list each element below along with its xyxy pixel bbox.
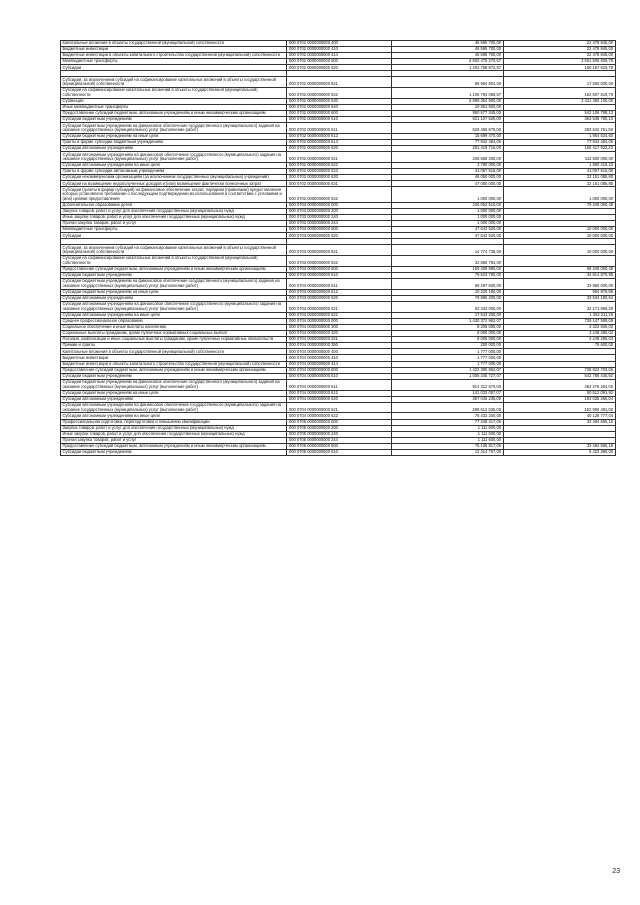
row-code-cell: 000 0703 0000000000 240 xyxy=(287,215,392,221)
row-code-cell: 000 0703 0000000000 620 xyxy=(287,296,392,302)
row-code-cell: 000 0704 0000000000 320 xyxy=(287,331,392,337)
row-name-cell: Иные межбюджетные трансферты xyxy=(61,105,287,111)
row-code-cell: 000 0705 0000000000 610 xyxy=(287,449,392,455)
row-name-cell: Субсидии автономным учреждениям на финансовое обеспечение государственного (муниципального) задания на оказание государственных (муниципальных) услуг (выполнение работ) xyxy=(61,402,287,413)
row-code-cell: 000 0704 0000000000 600 xyxy=(287,367,392,373)
row-name-cell: Субсидии на софинансирование капитальных вложений в объекты государственной (муниципальной) собственности xyxy=(61,256,287,267)
row-planned-cell: 950 577 345,00 xyxy=(392,111,504,117)
row-code-cell: 000 0704 0000000000 611 xyxy=(287,379,392,390)
row-code-cell: 000 0704 0000000000 400 xyxy=(287,349,392,355)
row-executed-cell: 68 349 060,49 xyxy=(504,267,616,273)
row-planned-cell: 1 430 372 962,07 xyxy=(392,318,504,324)
row-name-cell: Прочая закупка товаров, работ и услуг xyxy=(61,221,287,227)
table-row xyxy=(61,152,616,163)
row-planned-cell: 1 111 600,00 xyxy=(392,425,504,431)
row-executed-cell: 964 879,95 xyxy=(504,289,616,295)
row-code-cell: 000 0702 0000000000 414 xyxy=(287,53,392,59)
row-planned-cell: 367 045 235,00 xyxy=(392,396,504,402)
row-name-cell: Предоставление субсидий бюджетным, автономным учреждениям и иным некоммерческим организациям xyxy=(61,443,287,449)
row-planned-cell: 236 568 200,00 xyxy=(392,152,504,163)
row-planned-cell: 12 414 767,00 xyxy=(392,449,504,455)
row-code-cell: 000 0703 0000000000 521 xyxy=(287,245,392,256)
row-code-cell: 000 0704 0000000000 622 xyxy=(287,413,392,419)
row-planned-cell: 77 942 484,00 xyxy=(392,140,504,146)
row-name-cell: Субсидии некоммерческим организациям (за исключением государственных (муниципальных) учреждений) xyxy=(61,175,287,181)
row-executed-cell: 542 106 798,13 xyxy=(504,111,616,117)
row-name-cell: Субсидии бюджетным учреждениям xyxy=(61,449,287,455)
row-code-cell: 000 0704 0000000000 414 xyxy=(287,361,392,367)
row-planned-cell: 236 052 510,00 xyxy=(392,202,504,208)
row-planned-cell: 69 297 600,00 xyxy=(392,279,504,290)
row-name-cell: Субсидии, за исключением субсидий на софинансирование капитальных вложений в объекты государственной (муниципальной) собственности xyxy=(61,245,287,256)
row-name-cell: Закупка товаров, работ и услуг для обеспечения государственных (муниципальных) нужд xyxy=(61,209,287,215)
row-code-cell: 000 0702 0000000000 613 xyxy=(287,140,392,146)
row-code-cell: 000 0702 0000000000 610 xyxy=(287,117,392,123)
row-planned-cell: 47 050 000,00 xyxy=(392,181,504,187)
row-planned-cell: 1 202 758 872,57 xyxy=(392,65,504,71)
row-name-cell: Субсидии бюджетным учреждениям на финансовое обеспечение государственного (муниципального) задания на оказание государственных (муниципальных) услуг (выполнение работ) xyxy=(61,379,287,390)
row-executed-cell xyxy=(504,256,616,267)
row-name-cell: Предоставление субсидий бюджетным, автономным учреждениям и иным некоммерческим организациям xyxy=(61,111,287,117)
row-planned-cell: 10 361 500,00 xyxy=(392,105,504,111)
row-executed-cell: 41 057 516,00 xyxy=(504,169,616,175)
row-name-cell: Профессиональная подготовка, переподготовка и повышение квалификации xyxy=(61,419,287,425)
row-planned-cell: 62 342 000,00 xyxy=(392,302,504,313)
row-code-cell: 000 0702 0000000000 410 xyxy=(287,47,392,53)
table-row xyxy=(61,402,616,413)
row-executed-cell: 739 147 589,09 xyxy=(504,318,616,324)
row-code-cell: 000 0704 0000000000 000 xyxy=(287,318,392,324)
row-planned-cell: 79 523 790,00 xyxy=(392,273,504,279)
row-planned-cell: 141 033 057,07 xyxy=(392,390,504,396)
table-row xyxy=(61,123,616,134)
row-code-cell: 000 0703 0000000000 522 xyxy=(287,256,392,267)
row-name-cell: Предоставление субсидий бюджетным, автономным учреждениям и иным некоммерческим организациям xyxy=(61,267,287,273)
row-planned-cell: 15 699 470,00 xyxy=(392,134,504,140)
row-name-cell: Социальные выплаты гражданам, кроме публичных нормативных социальных выплат xyxy=(61,331,287,337)
row-name-cell: Субсидии бюджетным учреждениям xyxy=(61,117,287,123)
row-executed-cell: 3 248 286,03 xyxy=(504,331,616,337)
row-executed-cell: 3 323 605,03 xyxy=(504,325,616,331)
row-executed-cell: 50 512 091,92 xyxy=(504,390,616,396)
row-name-cell: Субсидии автономным учреждениям на финансовое обеспечение государственного (муниципального) задания на оказание государственных (муниципальных) услуг (выполнение работ) xyxy=(61,302,287,313)
row-name-cell: Субсидии бюджетным учреждениям на иные цели xyxy=(61,134,287,140)
row-code-cell: 000 0703 0000000000 000 xyxy=(287,202,392,208)
row-code-cell: 000 0703 0000000000 612 xyxy=(287,289,392,295)
row-planned-cell: 1 777 000,00 xyxy=(392,355,504,361)
row-code-cell: 000 0704 0000000000 612 xyxy=(287,390,392,396)
row-executed-cell: 542 788 445,92 xyxy=(504,373,616,379)
row-executed-cell: 75 600,00 xyxy=(504,343,616,349)
row-planned-cell: 46 595 700,00 xyxy=(392,41,504,47)
row-planned-cell: 41 057 516,00 xyxy=(392,169,504,175)
row-code-cell: 000 0702 0000000000 622 xyxy=(287,163,392,169)
row-planned-cell: 1 422 390 962,07 xyxy=(392,367,504,373)
row-code-cell: 000 0702 0000000000 632 xyxy=(287,187,392,202)
row-code-cell: 000 0705 0000000000 200 xyxy=(287,425,392,431)
row-code-cell: 000 0703 0000000000 622 xyxy=(287,312,392,318)
row-code-cell: 000 0702 0000000000 522 xyxy=(287,88,392,99)
row-name-cell: Предоставление субсидий бюджетным, автономным учреждениям и иным некоммерческим организациям xyxy=(61,367,287,373)
row-planned-cell: 1 000 000,00 xyxy=(392,215,504,221)
row-name-cell: Бюджетные инвестиции в объекты капитального строительства государственной (муниципальной) собственности xyxy=(61,361,287,367)
row-name-cell: Субсидии автономным учреждениям на иные цели xyxy=(61,163,287,169)
row-executed-cell: 40 128 777,04 xyxy=(504,413,616,419)
row-code-cell: 000 0704 0000000000 321 xyxy=(287,337,392,343)
row-name-cell: Субсидии автономным учреждениям xyxy=(61,396,287,402)
row-executed-cell: 77 942 484,00 xyxy=(504,140,616,146)
row-code-cell: 000 0703 0000000000 611 xyxy=(287,279,392,290)
row-planned-cell: 281 419 716,00 xyxy=(392,146,504,152)
budget-table-sheet xyxy=(60,40,615,872)
row-planned-cell: 46 050 000,00 xyxy=(392,175,504,181)
row-code-cell: 000 0702 0000000000 521 xyxy=(287,77,392,88)
row-executed-cell: 1 860 416,23 xyxy=(504,163,616,169)
row-executed-cell: 17 550 000,00 xyxy=(504,77,616,88)
row-name-cell: Межбюджетные трансферты xyxy=(61,227,287,233)
row-executed-cell: 735 823 703,06 xyxy=(504,367,616,373)
row-planned-cell: 47 643 520,00 xyxy=(392,227,504,233)
row-name-cell: Пособия, компенсации и иные социальные выплаты гражданам, кроме публичных нормативных обязательств xyxy=(61,337,287,343)
row-executed-cell: 10 000 000,00 xyxy=(504,227,616,233)
row-planned-cell: 1 000 000,00 xyxy=(392,221,504,227)
row-name-cell: Субсидии бюджетным учреждениям на иные цели xyxy=(61,390,287,396)
row-code-cell: 000 0702 0000000000 540 xyxy=(287,105,392,111)
row-code-cell: 000 0702 0000000000 620 xyxy=(287,146,392,152)
row-code-cell: 000 0702 0000000000 400 xyxy=(287,41,392,47)
table-row xyxy=(61,88,616,99)
row-planned-cell: 1 000 000,00 xyxy=(392,209,504,215)
row-code-cell: 000 0702 0000000000 612 xyxy=(287,134,392,140)
row-code-cell: 000 0702 0000000000 520 xyxy=(287,65,392,71)
row-name-cell: Субсидии xyxy=(61,233,287,239)
row-name-cell: Субсидии xyxy=(61,65,287,71)
row-name-cell: Среднее профессиональное образование xyxy=(61,318,287,324)
row-name-cell: Капитальные вложения в объекты государственной (муниципальной) собственности xyxy=(61,41,287,47)
row-name-cell: Субсидии, за исключением субсидий на софинансирование капитальных вложений в объекты государственной (муниципальной) собственности xyxy=(61,77,287,88)
row-planned-cell: 46 595 700,00 xyxy=(392,47,504,53)
row-name-cell: Субсидии на софинансирование капитальных вложений в объекты государственной (муниципальной) собственности xyxy=(61,88,287,99)
row-code-cell: 000 0705 0000000000 600 xyxy=(287,443,392,449)
row-executed-cell: 33 534 180,54 xyxy=(504,296,616,302)
row-name-cell: Иные закупки товаров, работ и услуг для обеспечения государственных (муниципальных) нужд xyxy=(61,431,287,437)
row-planned-cell: 79 886 200,00 xyxy=(392,296,504,302)
row-planned-cell: 914 312 670,00 xyxy=(392,379,504,390)
row-code-cell: 000 0703 0000000000 610 xyxy=(287,273,392,279)
row-name-cell: Субсидии на возмещение недополученных доходов и (или) возмещение фактически понесенных затрат xyxy=(61,181,287,187)
row-executed-cell: 5 423 380,00 xyxy=(504,449,616,455)
row-planned-cell: 1 106 794 068,57 xyxy=(392,88,504,99)
row-planned-cell: 6 602 475 270,57 xyxy=(392,59,504,65)
row-planned-cell: 8 005 000,00 xyxy=(392,337,504,343)
row-executed-cell: 22 478 845,00 xyxy=(504,47,616,53)
row-planned-cell: 32 868 784,00 xyxy=(392,256,504,267)
row-planned-cell: 200 000,00 xyxy=(392,343,504,349)
row-executed-cell: 23 151 085,80 xyxy=(504,175,616,181)
row-name-cell: Субсидии автономным учреждениям на иные цели xyxy=(61,413,287,419)
row-planned-cell: 1 777 000,00 xyxy=(392,349,504,355)
row-planned-cell: 14 774 736,00 xyxy=(392,245,504,256)
row-code-cell: 000 0702 0000000000 530 xyxy=(287,99,392,105)
row-code-cell: 000 0703 0000000000 244 xyxy=(287,221,392,227)
row-executed-cell: 33 494 656,15 xyxy=(504,419,616,425)
row-planned-cell: 288 612 035,00 xyxy=(392,402,504,413)
row-executed-cell: 1 954 534,60 xyxy=(504,134,616,140)
row-code-cell: 000 0704 0000000000 621 xyxy=(287,402,392,413)
row-code-cell: 000 0702 0000000000 500 xyxy=(287,59,392,65)
row-executed-cell: 363 538 780,10 xyxy=(504,117,616,123)
row-executed-cell: 33 850 000,00 xyxy=(504,279,616,290)
row-planned-cell: 47 643 520,00 xyxy=(392,233,504,239)
row-executed-cell: 155 417 932,23 xyxy=(504,146,616,152)
row-code-cell: 000 0704 0000000000 300 xyxy=(287,325,392,331)
row-planned-cell: 1 777 000,00 xyxy=(392,361,504,367)
row-code-cell: 000 0702 0000000000 600 xyxy=(287,111,392,117)
row-name-cell: Субсидии автономным учреждениям на иные цели xyxy=(61,312,287,318)
table-body xyxy=(61,41,616,456)
row-code-cell: 000 0705 0000000000 240 xyxy=(287,431,392,437)
row-executed-cell: 3 421 350 100,00 xyxy=(504,99,616,105)
row-code-cell: 000 0703 0000000000 600 xyxy=(287,267,392,273)
row-executed-cell: 3 601 506 609,79 xyxy=(504,59,616,65)
row-executed-cell: 10 000 000,00 xyxy=(504,233,616,239)
row-code-cell: 000 0703 0000000000 500 xyxy=(287,227,392,233)
row-executed-cell: 162 607 619,79 xyxy=(504,88,616,99)
row-name-cell: Бюджетные инвестиции xyxy=(61,47,287,53)
row-executed-cell: 180 157 619,79 xyxy=(504,65,616,71)
table-row xyxy=(61,379,616,390)
row-executed-cell: 22 151 085,80 xyxy=(504,181,616,187)
budget-expenditure-table xyxy=(60,40,616,456)
row-planned-cell: 528 465 675,00 xyxy=(392,123,504,134)
row-planned-cell: 159 409 990,00 xyxy=(392,267,504,273)
row-planned-cell: 77 248 417,00 xyxy=(392,419,504,425)
row-code-cell: 000 0702 0000000000 621 xyxy=(287,152,392,163)
row-name-cell: Субсидии бюджетным учреждениям xyxy=(61,373,287,379)
table-row xyxy=(61,245,616,256)
row-name-cell: Субсидии автономным учреждениям xyxy=(61,146,287,152)
row-name-cell: Премии и гранты xyxy=(61,343,287,349)
row-code-cell: 000 0704 0000000000 610 xyxy=(287,373,392,379)
row-executed-cell: 1 000 000,00 xyxy=(504,187,616,202)
row-planned-cell: 621 107 629,00 xyxy=(392,117,504,123)
row-executed-cell: 79 349 060,49 xyxy=(504,202,616,208)
row-name-cell: Закупка товаров, работ и услуг для обеспечения государственных (муниципальных) нужд xyxy=(61,425,287,431)
row-name-cell: Социальное обеспечение и иные выплаты населению xyxy=(61,325,287,331)
row-code-cell: 000 0704 0000000000 620 xyxy=(287,396,392,402)
row-planned-cell: 10 226 190,00 xyxy=(392,289,504,295)
row-executed-cell: 22 478 845,00 xyxy=(504,53,616,59)
row-name-cell: Иные закупки товаров, работ и услуг для обеспечения государственных (муниципальных) нужд xyxy=(61,215,287,221)
row-name-cell: Субвенции xyxy=(61,99,287,105)
row-planned-cell: 17 543 200,00 xyxy=(392,312,504,318)
row-name-cell: Субсидии бюджетным учреждениям xyxy=(61,273,287,279)
row-code-cell: 000 0705 0000000000 000 xyxy=(287,419,392,425)
row-code-cell: 000 0702 0000000000 611 xyxy=(287,123,392,134)
row-code-cell: 000 0703 0000000000 200 xyxy=(287,209,392,215)
table-row xyxy=(61,279,616,290)
row-name-cell: Субсидии бюджетным учреждениям на иные цели xyxy=(61,289,287,295)
row-planned-cell: 1 111 600,00 xyxy=(392,431,504,437)
row-code-cell: 000 0702 0000000000 631 xyxy=(287,181,392,187)
row-name-cell: Гранты в форме субсидии автономным учреждениям xyxy=(61,169,287,175)
row-executed-cell: 33 494 656,15 xyxy=(504,443,616,449)
row-code-cell: 000 0704 0000000000 350 xyxy=(287,343,392,349)
row-planned-cell: 46 595 700,00 xyxy=(392,53,504,59)
row-code-cell: 000 0703 0000000000 621 xyxy=(287,302,392,313)
row-planned-cell: 95 964 804,00 xyxy=(392,77,504,88)
row-name-cell: Прочая закупка товаров, работ и услуг xyxy=(61,437,287,443)
table-row xyxy=(61,449,616,455)
row-executed-cell: 3 248 286,03 xyxy=(504,337,616,343)
row-planned-cell: 76 136 817,00 xyxy=(392,443,504,449)
row-executed-cell: 193 035 256,04 xyxy=(504,396,616,402)
row-code-cell: 000 0705 0000000000 244 xyxy=(287,437,392,443)
row-executed-cell: 34 814 879,95 xyxy=(504,273,616,279)
row-executed-cell: 283 642 761,50 xyxy=(504,123,616,134)
row-executed-cell: 1 362 211,25 xyxy=(504,312,616,318)
row-name-cell: Субсидии (гранты в форме субсидий) на финансовое обеспечение затрат, порядком (правилами) предоставления которых установлено требование о последующем подтверждении их использования в соответствии с условиями и (или) целями предоставления xyxy=(61,187,287,202)
page-number: 23 xyxy=(612,868,620,875)
table-row xyxy=(61,302,616,313)
row-executed-cell: 22 478 845,00 xyxy=(504,41,616,47)
row-name-cell: Субсидии автономным учреждениям на финансовое обеспечение государственного (муниципального) задания на оказание государственных (муниципальных) услуг (выполнение работ) xyxy=(61,152,287,163)
row-planned-cell: 8 005 000,00 xyxy=(392,331,504,337)
row-planned-cell: 5 889 354 900,00 xyxy=(392,99,504,105)
row-planned-cell: 3 780 000,00 xyxy=(392,163,504,169)
row-planned-cell: 1 111 600,00 xyxy=(392,437,504,443)
row-executed-cell: 152 906 481,00 xyxy=(504,402,616,413)
row-code-cell: 000 0703 0000000000 520 xyxy=(287,233,392,239)
row-planned-cell: 1 000 000,00 xyxy=(392,187,504,202)
row-executed-cell: 492 276 254,00 xyxy=(504,379,616,390)
row-executed-cell: 112 500 000,00 xyxy=(504,152,616,163)
row-name-cell: Бюджетные инвестиции в объекты капитального строительства государственной (муниципальной) собственности xyxy=(61,53,287,59)
table-row xyxy=(61,256,616,267)
row-planned-cell: 78 433 200,00 xyxy=(392,413,504,419)
row-name-cell: Дополнительное образование детей xyxy=(61,202,287,208)
table-row xyxy=(61,77,616,88)
row-executed-cell: 10 000 000,00 xyxy=(504,245,616,256)
row-code-cell: 000 0702 0000000000 623 xyxy=(287,169,392,175)
row-executed-cell: 32 171 969,29 xyxy=(504,302,616,313)
row-name-cell: Субсидии бюджетным учреждениям на финансовое обеспечение государственного (муниципального) задания на оказание государственных (муниципальных) услуг (выполнение работ) xyxy=(61,123,287,134)
row-code-cell: 000 0704 0000000000 410 xyxy=(287,355,392,361)
row-name-cell: Межбюджетные трансферты xyxy=(61,59,287,65)
row-name-cell: Субсидии бюджетным учреждениям на финансовое обеспечение государственного (муниципального) задания на оказание государственных (муниципальных) услуг (выполнение работ) xyxy=(61,279,287,290)
row-code-cell: 000 0702 0000000000 630 xyxy=(287,175,392,181)
row-planned-cell: 8 205 000,00 xyxy=(392,325,504,331)
row-name-cell: Субсидии автономным учреждениям xyxy=(61,296,287,302)
row-name-cell: Гранты в форме субсидии бюджетным учреждениям xyxy=(61,140,287,146)
row-planned-cell: 1 055 345 727,07 xyxy=(392,373,504,379)
row-name-cell: Капитальные вложения в объекты государственной (муниципальной) собственности xyxy=(61,349,287,355)
table-row xyxy=(61,187,616,202)
row-name-cell: Бюджетные инвестиции xyxy=(61,355,287,361)
